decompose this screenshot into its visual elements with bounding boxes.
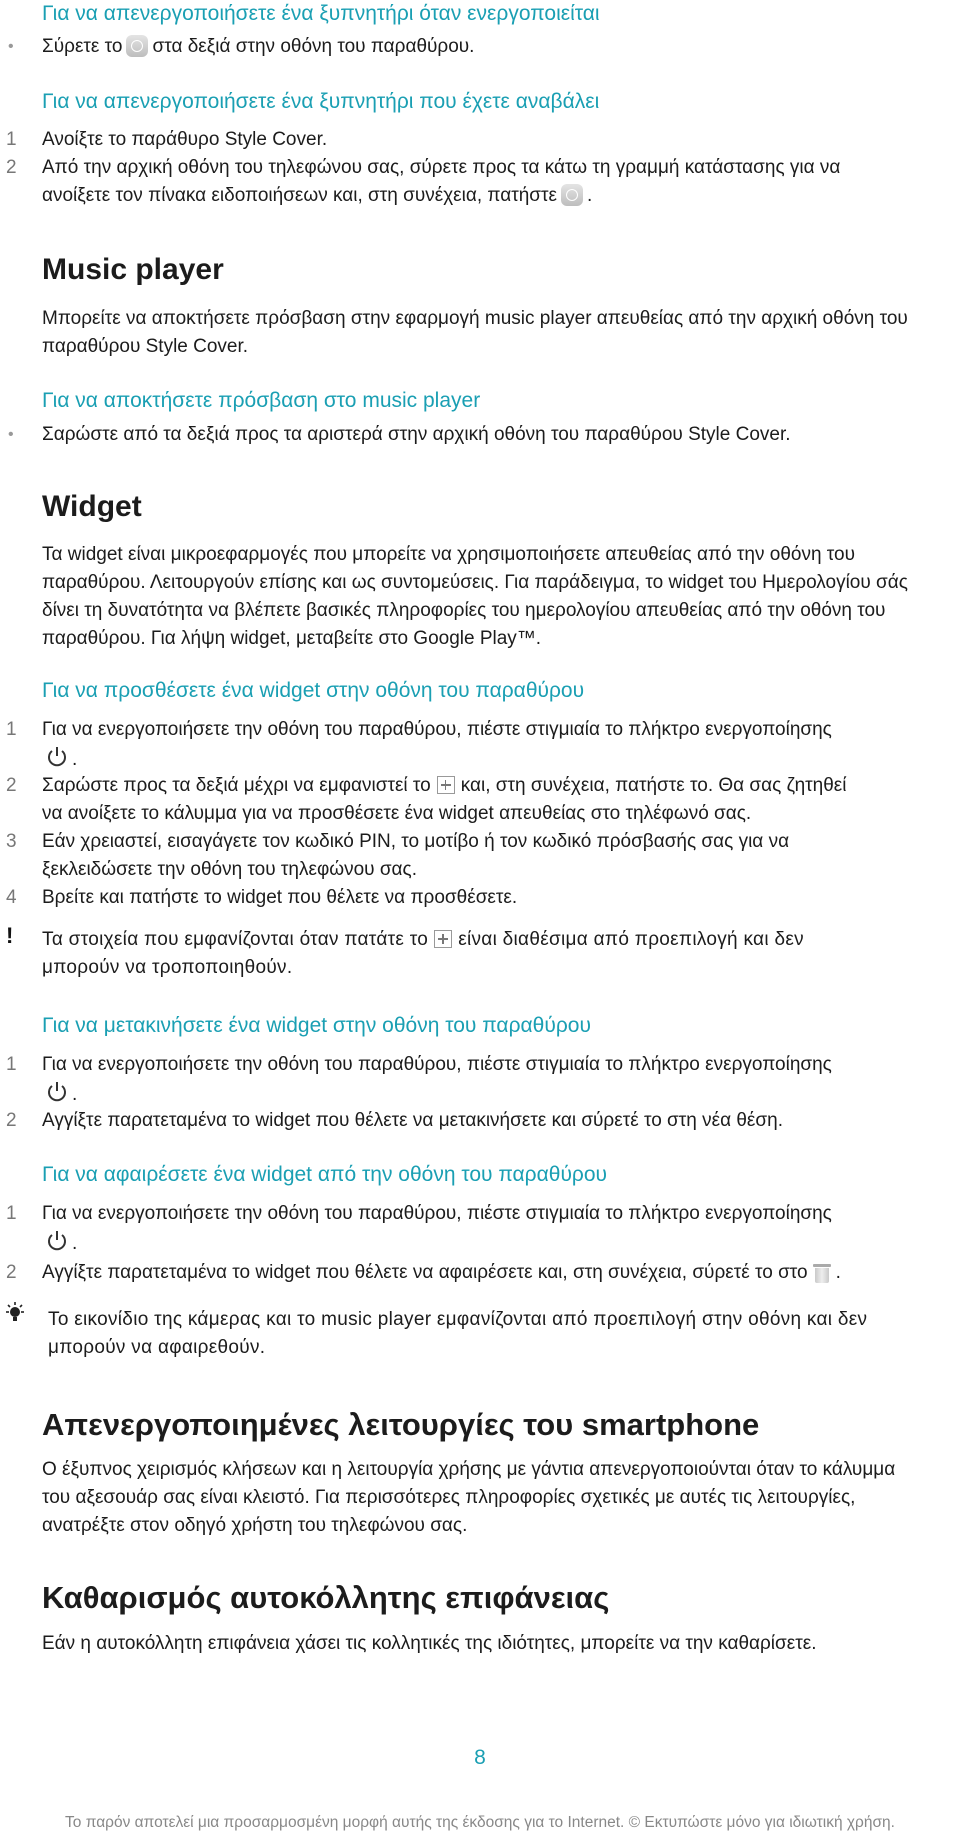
widget-body: παραθύρου. Για λήψη widget, μεταβείτε στο Google Play™. — [42, 628, 542, 649]
lightbulb-icon — [2, 1301, 28, 1327]
step-text: ανοίξετε τον πίνακα ειδοποιήσεων και, στη συνέχεια, πατήστε — [42, 185, 558, 206]
tip-text: μπορούν να αφαιρεθούν. — [48, 1337, 266, 1358]
step-number: 2 — [6, 1110, 17, 1131]
step-end: . — [835, 1262, 841, 1283]
step-end: . — [72, 1084, 78, 1105]
bullet: • — [8, 38, 14, 55]
step-text: στα δεξιά στην οθόνη του παραθύρου. — [152, 36, 475, 57]
step-text: Για να ενεργοποιήσετε την οθόνη του παραθύρου, πιέστε στιγμιαία το πλήκτρο ενεργοποίησης — [42, 719, 832, 740]
plus-icon — [437, 776, 455, 794]
step-text-part: Σαρώστε προς τα δεξιά μέχρι να εμφανιστεί το — [42, 775, 431, 796]
music-body: παραθύρου Style Cover. — [42, 336, 249, 357]
music-access-heading: Για να αποκτήσετε πρόσβαση στο music player — [42, 389, 481, 412]
snoozed-alarm-heading: Για να απενεργοποιήσετε ένα ξυπνητήρι που έχετε αναβάλει — [42, 90, 600, 113]
add-widget-heading: Για να προσθέσετε ένα widget στην οθόνη του παραθύρου — [42, 679, 585, 702]
step-text-part: Αγγίξτε παρατεταμένα το widget που θέλετε να αφαιρέσετε και, στη συνέχεια, σύρετέ το στο — [42, 1262, 808, 1283]
step-text-cont — [42, 182, 947, 210]
step-text: Για να ενεργοποιήσετε την οθόνη του παραθύρου, πιέστε στιγμιαία το πλήκτρο ενεργοποίησης — [42, 1054, 832, 1075]
step-text: Εάν χρειαστεί, εισαγάγετε τον κωδικό PIN, το μοτίβο ή τον κωδικό πρόσβασής σας για να — [42, 831, 790, 852]
step-number: 1 — [6, 129, 17, 150]
tip-text: Το εικονίδιο της κάμερας και το music player εμφανίζονται από προεπιλογή στην οθόνη και δεν — [48, 1309, 868, 1330]
step-text-cont — [42, 1228, 947, 1258]
step-text: Αγγίξτε παρατεταμένα το widget που θέλετε να μετακινήσετε και σύρετέ το στη νέα θέση. — [42, 1110, 783, 1131]
bullet: • — [8, 426, 14, 443]
note-text: μπορούν να τροποποιηθούν. — [42, 957, 293, 978]
remove-widget-heading: Για να αφαιρέσετε ένα widget από την οθόνη του παραθύρου — [42, 1163, 608, 1186]
trash-icon — [812, 1262, 832, 1284]
step-end: . — [72, 749, 78, 770]
music-body: Μπορείτε να αποκτήσετε πρόσβαση στην εφαρμογή music player απευθείας από την αρχική οθόνη του — [42, 308, 908, 329]
alarm-dismiss-heading: Για να απενεργοποιήσετε ένα ξυπνητήρι όταν ενεργοποιείται — [42, 2, 600, 25]
note-text — [42, 926, 947, 954]
disabled-features-title: Απενεργοποιημένες λειτουργίες του smartphone — [42, 1407, 760, 1442]
footer-note: Το παρόν αποτελεί μια προσαρμοσμένη μορφή αυτής της έκδοσης για το Internet. © Εκτυπώστε μόνο για ιδιωτική χρήση. — [65, 1814, 895, 1831]
step-end: . — [72, 1233, 78, 1254]
step-text: Ανοίξτε το παράθυρο Style Cover. — [42, 129, 328, 150]
step-text: να ανοίξετε το κάλυμμα για να προσθέσετε ένα widget απευθείας στο τηλέφωνό σας. — [42, 803, 752, 824]
disabled-body: ανατρέξτε στον οδηγό χρήστη του τηλεφώνου σας. — [42, 1515, 468, 1536]
disabled-body: Ο έξυπνος χειρισμός κλήσεων και η λειτουργία χρήσης με γάντια απενεργοποιούνται όταν το κάλυμμα — [42, 1459, 896, 1480]
cleaning-body: Εάν η αυτοκόλλητη επιφάνεια χάσει τις κολλητικές της ιδιότητες, μπορείτε να την καθαρίσετε. — [42, 1633, 817, 1654]
power-icon — [44, 1228, 70, 1254]
warning-icon: ! — [6, 923, 14, 948]
step-text-cont — [42, 1079, 947, 1109]
step-text — [42, 1259, 947, 1287]
move-widget-heading: Για να μετακινήσετε ένα widget στην οθόνη του παραθύρου — [42, 1014, 591, 1037]
step-number: 4 — [6, 887, 17, 908]
disabled-body: του αξεσουάρ σας είναι κλειστό. Για περισσότερες πληροφορίες σχετικές με αυτές τις λειτουργίες, — [42, 1487, 856, 1508]
music-player-title: Music player — [42, 253, 224, 286]
page-number: 8 — [474, 1746, 486, 1769]
cleaning-title: Καθαρισμός αυτοκόλλητης επιφάνειας — [42, 1580, 610, 1615]
step-text: Για να ενεργοποιήσετε την οθόνη του παραθύρου, πιέστε στιγμιαία το πλήκτρο ενεργοποίησης — [42, 1203, 832, 1224]
step-number: 1 — [6, 719, 17, 740]
step-text: ξεκλειδώσετε την οθόνη του τηλεφώνου σας. — [42, 859, 417, 880]
step-text: Από την αρχική οθόνη του τηλεφώνου σας, σύρετε προς τα κάτω τη γραμμή κατάστασης για να — [42, 157, 841, 178]
power-icon — [44, 1079, 70, 1105]
power-icon — [44, 744, 70, 770]
step-text: Σύρετε το — [42, 36, 123, 57]
music-access-step: Σαρώστε από τα δεξιά προς τα αριστερά στην αρχική οθόνη του παραθύρου Style Cover. — [42, 424, 791, 445]
widget-body: Τα widget είναι μικροεφαρμογές που μπορείτε να χρησιμοποιήσετε απευθείας από την οθόνη του — [42, 544, 856, 565]
alarm-dismiss-step — [42, 33, 947, 61]
step-number: 3 — [6, 831, 17, 852]
plus-icon — [434, 930, 452, 948]
step-text-part: και, στη συνέχεια, πατήστε το. Θα σας ζητηθεί — [460, 775, 847, 796]
step-number: 1 — [6, 1203, 17, 1224]
step-text: Βρείτε και πατήστε το widget που θέλετε να προσθέσετε. — [42, 887, 518, 908]
alarm-icon — [126, 35, 148, 57]
note-part: είναι διαθέσιμα από προεπιλογή και δεν — [458, 929, 804, 950]
step-number: 2 — [6, 775, 17, 796]
step-text-cont — [42, 744, 947, 774]
widget-title: Widget — [42, 490, 142, 523]
step-number: 1 — [6, 1054, 17, 1075]
step-end: . — [587, 185, 593, 206]
step-number: 2 — [6, 157, 17, 178]
alarm-icon — [561, 184, 583, 206]
step-text — [42, 772, 947, 800]
widget-body: δίνει τη δυνατότητα να βλέπετε βασικές πληροφορίες του ημερολογίου απευθείας από την οθόνη του — [42, 600, 886, 621]
step-number: 2 — [6, 1262, 17, 1283]
widget-body: παραθύρου. Λειτουργούν επίσης και ως συντομεύσεις. Για παράδειγμα, το widget του Ημερολογίου σάς — [42, 572, 908, 593]
note-part: Τα στοιχεία που εμφανίζονται όταν πατάτε το — [42, 929, 429, 950]
